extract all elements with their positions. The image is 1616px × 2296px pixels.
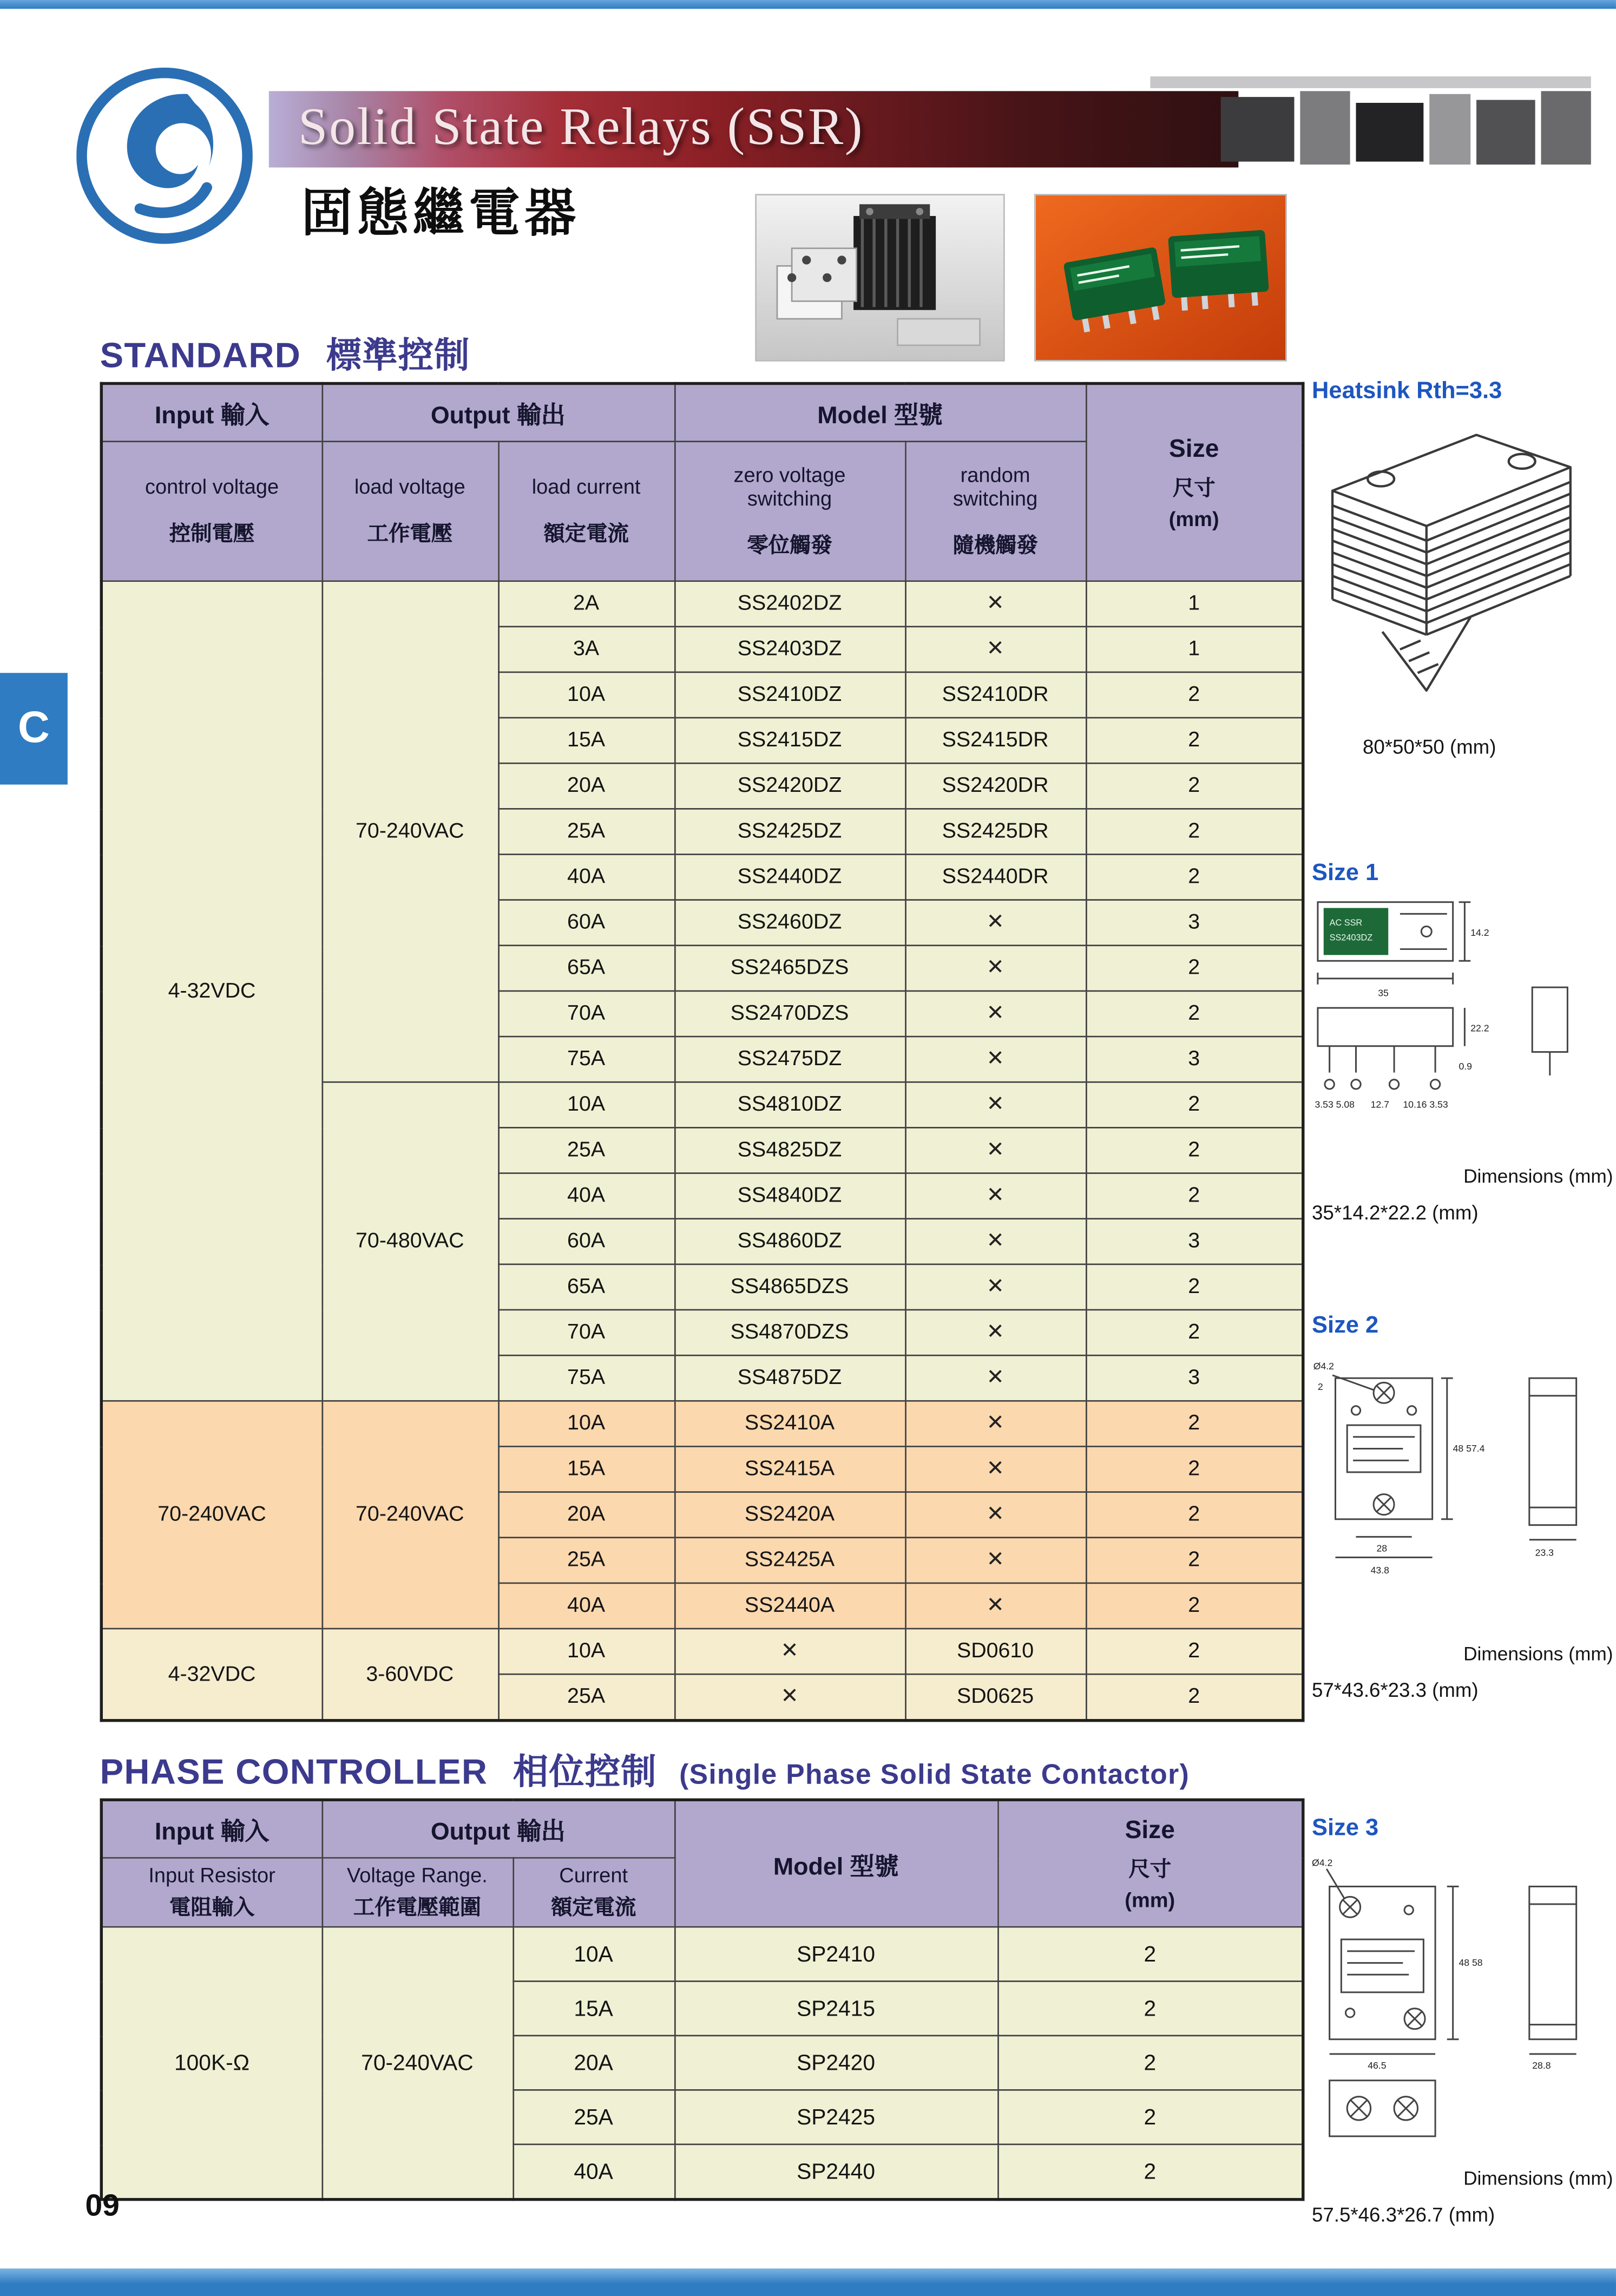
dim-label: 0.9 — [1459, 1061, 1473, 1072]
cell-load-current: 65A — [498, 1264, 674, 1310]
col-header-current: Current 額定電流 — [513, 1858, 674, 1927]
cell-zero-switching: SS4825DZ — [674, 1127, 905, 1173]
cell-random-switching: ✕ — [905, 581, 1086, 627]
size3-drawing — [1312, 1848, 1613, 2157]
cell-load-current: 25A — [498, 809, 674, 854]
cell-random-switching: ✕ — [905, 1264, 1086, 1310]
main-content — [100, 326, 1305, 2201]
cell-size: 3 — [1086, 900, 1303, 946]
cell-zero-switching: SS2465DZS — [674, 946, 905, 991]
cell-random-switching: SS2415DR — [905, 718, 1086, 763]
cell-load-current: 20A — [498, 1492, 674, 1538]
cell-load-current: 10A — [498, 1629, 674, 1674]
cell-size: 2 — [1086, 1173, 1303, 1219]
cell-random-switching: ✕ — [905, 946, 1086, 991]
dim-label: 23.3 — [1535, 1547, 1554, 1558]
cell-zero-switching: SS2440A — [674, 1583, 905, 1629]
cell-zero-switching: SS4870DZS — [674, 1310, 905, 1355]
phase-table-header — [101, 1800, 1303, 1927]
dim-label: 12.7 — [1370, 1099, 1389, 1110]
col-header-size: Size 尺寸 (mm) — [1086, 383, 1303, 581]
title-banner — [269, 91, 1591, 167]
phase-heading-note: (Single Phase Solid State Contactor) — [679, 1760, 1190, 1791]
size1-dimensions: 35*14.2*22.2 (mm) — [1312, 1202, 1479, 1224]
col-header-output: Output 輸出 — [321, 1800, 674, 1858]
cell-size: 1 — [1086, 581, 1303, 627]
cell-size: 2 — [997, 2036, 1303, 2090]
cell-random-switching: ✕ — [905, 900, 1086, 946]
cell-load-current: 10A — [498, 1401, 674, 1446]
cell-load-current: 75A — [498, 1037, 674, 1082]
size2-drawing — [1312, 1346, 1613, 1632]
cell-load-current: 75A — [498, 1355, 674, 1401]
cell-random-switching: ✕ — [905, 1037, 1086, 1082]
dim-label: 14.2 — [1470, 927, 1489, 939]
cell-load-current: 15A — [498, 1446, 674, 1492]
cell-size: 2 — [1086, 809, 1303, 854]
size3-title: Size 3 — [1312, 1816, 1379, 1841]
cell-random-switching: ✕ — [905, 1355, 1086, 1401]
relay-label: AC SSR — [1329, 918, 1363, 928]
cell-load-current: 25A — [498, 1127, 674, 1173]
heatsink-title: Heatsink Rth=3.3 — [1312, 379, 1502, 404]
cell-load-current: 2A — [498, 581, 674, 627]
dim-label: Ø4.2 — [1313, 1360, 1334, 1372]
dim-label: Ø4.2 — [1312, 1857, 1333, 1868]
standard-heading — [100, 326, 1305, 376]
cell-control-voltage: 70-240VAC — [101, 1401, 321, 1629]
cell-current: 10A — [513, 1927, 674, 1981]
cell-size: 1 — [1086, 627, 1303, 672]
size3-dims-note: Dimensions (mm) — [1463, 2167, 1613, 2189]
cell-size: 2 — [1086, 1401, 1303, 1446]
col-header-input: Input 輸入 — [101, 1800, 321, 1858]
cell-random-switching: ✕ — [905, 1538, 1086, 1583]
cell-random-switching: ✕ — [905, 1583, 1086, 1629]
col-header-input-resistor: Input Resistor 電阻輸入 — [101, 1858, 321, 1927]
cell-zero-switching: SS2410DZ — [674, 672, 905, 718]
cell-zero-switching: SS2440DZ — [674, 854, 905, 900]
cell-random-switching: ✕ — [905, 627, 1086, 672]
cell-size: 2 — [1086, 1674, 1303, 1721]
col-header-control-voltage: control voltage 控制電壓 — [101, 442, 321, 581]
standard-table-header — [101, 383, 1303, 581]
cell-random-switching: ✕ — [905, 1401, 1086, 1446]
cell-size: 2 — [1086, 854, 1303, 900]
cell-load-current: 15A — [498, 718, 674, 763]
dimension-sidebar — [1312, 379, 1613, 2289]
standard-heading-zh: 標準控制 — [326, 336, 470, 376]
size1-block — [1312, 861, 1613, 1224]
cell-size: 2 — [1086, 1446, 1303, 1492]
col-header-load-voltage: load voltage 工作電壓 — [321, 442, 498, 581]
phase-heading-en: PHASE CONTROLLER — [100, 1753, 488, 1793]
cell-load-current: 40A — [498, 1583, 674, 1629]
cell-random-switching: ✕ — [905, 1219, 1086, 1264]
cell-zero-switching: SS2420DZ — [674, 763, 905, 809]
cell-load-voltage: 3-60VDC — [321, 1629, 498, 1721]
cell-zero-switching: SS2410A — [674, 1401, 905, 1446]
cell-size: 2 — [997, 1982, 1303, 2036]
cell-zero-switching: SS4810DZ — [674, 1082, 905, 1127]
dim-label: 10.16 3.53 — [1403, 1099, 1448, 1110]
cell-random-switching: SS2410DR — [905, 672, 1086, 718]
phase-table-row — [101, 1927, 1303, 1981]
cell-zero-switching: SS2460DZ — [674, 900, 905, 946]
cell-model: SP2420 — [674, 2036, 997, 2090]
cell-load-current: 70A — [498, 1310, 674, 1355]
cell-load-current: 70A — [498, 991, 674, 1037]
cell-load-current: 25A — [498, 1538, 674, 1583]
cell-zero-switching: SS2403DZ — [674, 627, 905, 672]
cell-control-voltage: 4-32VDC — [101, 1629, 321, 1721]
phase-heading-zh: 相位控制 — [513, 1753, 657, 1793]
cell-current: 25A — [513, 2090, 674, 2144]
cell-size: 2 — [1086, 1264, 1303, 1310]
cell-current: 20A — [513, 2036, 674, 2090]
relay-label: SS2403DZ — [1329, 933, 1373, 943]
cell-size: 2 — [1086, 1629, 1303, 1674]
page-title: Solid State Relays (SSR) — [298, 97, 864, 156]
phase-table — [100, 1799, 1305, 2201]
banner-decoration-strip — [1150, 76, 1591, 88]
cell-random-switching: ✕ — [905, 1082, 1086, 1127]
cell-model: SP2440 — [674, 2144, 997, 2200]
cell-size: 2 — [1086, 763, 1303, 809]
cell-size: 2 — [1086, 1538, 1303, 1583]
cell-size: 2 — [1086, 1082, 1303, 1127]
cell-random-switching: SS2425DR — [905, 809, 1086, 854]
heatsink-drawing — [1312, 411, 1584, 705]
company-logo-icon — [76, 68, 253, 244]
standard-table-row — [101, 581, 1303, 627]
cell-load-voltage: 70-480VAC — [321, 1082, 498, 1401]
cell-zero-switching: SS2420A — [674, 1492, 905, 1538]
cell-size: 2 — [1086, 718, 1303, 763]
cell-random-switching: SS2420DR — [905, 763, 1086, 809]
cell-random-switching: ✕ — [905, 1173, 1086, 1219]
dim-label: 22.2 — [1470, 1022, 1489, 1034]
phase-table-body — [101, 1927, 1303, 2200]
cell-random-switching: ✕ — [905, 1446, 1086, 1492]
col-header-random-switching: random switching 隨機觸發 — [905, 442, 1086, 581]
top-rule — [0, 0, 1616, 9]
cell-zero-switching: ✕ — [674, 1674, 905, 1721]
standard-table-row — [101, 1629, 1303, 1674]
cell-load-current: 60A — [498, 900, 674, 946]
cell-size: 2 — [1086, 1127, 1303, 1173]
col-header-model: Model 型號 — [674, 1800, 997, 1927]
col-header-model: Model 型號 — [674, 383, 1086, 441]
cell-size: 2 — [1086, 991, 1303, 1037]
standard-table-body — [101, 581, 1303, 1721]
col-header-load-current: load current 額定電流 — [498, 442, 674, 581]
cell-random-switching: SD0610 — [905, 1629, 1086, 1674]
phase-heading — [100, 1742, 1305, 1793]
standard-heading-en: STANDARD — [100, 336, 301, 376]
cell-zero-switching: SS4860DZ — [674, 1219, 905, 1264]
cell-load-current: 10A — [498, 1082, 674, 1127]
cell-model: SP2415 — [674, 1982, 997, 2036]
size2-dims-note: Dimensions (mm) — [1463, 1642, 1613, 1665]
cell-size: 3 — [1086, 1037, 1303, 1082]
page-number: 09 — [85, 2189, 120, 2223]
dim-label: 43.8 — [1370, 1565, 1389, 1576]
standard-table-row — [101, 1401, 1303, 1446]
heatsink-block — [1312, 379, 1613, 758]
col-header-output: Output 輸出 — [321, 383, 674, 441]
cell-load-current: 3A — [498, 627, 674, 672]
size1-drawing — [1312, 893, 1606, 1154]
col-header-size: Size 尺寸 (mm) — [997, 1800, 1303, 1927]
cell-size: 2 — [1086, 1492, 1303, 1538]
dim-label: 48 57.4 — [1453, 1442, 1485, 1454]
cell-size: 3 — [1086, 1219, 1303, 1264]
cell-model: SP2425 — [674, 2090, 997, 2144]
cell-current: 40A — [513, 2144, 674, 2200]
cell-control-voltage: 4-32VDC — [101, 581, 321, 1401]
banner-decoration — [1221, 91, 1591, 167]
dim-label: 28 — [1376, 1543, 1388, 1554]
dim-label: 28.8 — [1532, 2060, 1551, 2071]
size2-dimensions: 57*43.6*23.3 (mm) — [1312, 1679, 1479, 1702]
cell-size: 2 — [1086, 1310, 1303, 1355]
cell-input-resistor: 100K-Ω — [101, 1927, 321, 2200]
cell-load-current: 65A — [498, 946, 674, 991]
cell-model: SP2410 — [674, 1927, 997, 1981]
cell-size: 3 — [1086, 1355, 1303, 1401]
cell-zero-switching: SS2415A — [674, 1446, 905, 1492]
bottom-rule — [0, 2268, 1616, 2296]
cell-load-current: 25A — [498, 1674, 674, 1721]
col-header-input: Input 輸入 — [101, 383, 321, 441]
size2-block — [1312, 1314, 1613, 1702]
cell-random-switching: SS2440DR — [905, 854, 1086, 900]
cell-zero-switching: SS4875DZ — [674, 1355, 905, 1401]
cell-zero-switching: SS2402DZ — [674, 581, 905, 627]
dim-label: 35 — [1378, 987, 1389, 999]
cell-random-switching: ✕ — [905, 1310, 1086, 1355]
cell-zero-switching: SS4840DZ — [674, 1173, 905, 1219]
cell-load-current: 10A — [498, 672, 674, 718]
size3-dimensions: 57.5*46.3*26.7 (mm) — [1312, 2203, 1495, 2226]
cell-zero-switching: ✕ — [674, 1629, 905, 1674]
cell-size: 2 — [1086, 946, 1303, 991]
cell-zero-switching: SS4865DZS — [674, 1264, 905, 1310]
dim-label: 3.53 5.08 — [1315, 1099, 1355, 1110]
cell-voltage-range: 70-240VAC — [321, 1927, 513, 2200]
cell-load-voltage: 70-240VAC — [321, 581, 498, 1083]
cell-zero-switching: SS2470DZS — [674, 991, 905, 1037]
standard-table — [100, 382, 1305, 1722]
cell-zero-switching: SS2415DZ — [674, 718, 905, 763]
cell-load-current: 20A — [498, 763, 674, 809]
cell-load-voltage: 70-240VAC — [321, 1401, 498, 1629]
cell-load-current: 40A — [498, 1173, 674, 1219]
dim-label: 48 58 — [1459, 1957, 1483, 1969]
cell-random-switching: ✕ — [905, 1492, 1086, 1538]
dim-label: 2 — [1317, 1381, 1323, 1392]
cell-size: 2 — [1086, 1583, 1303, 1629]
size3-block — [1312, 1816, 1613, 2226]
size1-dims-note: Dimensions (mm) — [1463, 1165, 1613, 1188]
cell-zero-switching: SS2425A — [674, 1538, 905, 1583]
cell-load-current: 60A — [498, 1219, 674, 1264]
heatsink-dimensions: 80*50*50 (mm) — [1362, 736, 1496, 758]
cell-current: 15A — [513, 1982, 674, 2036]
dim-label: 46.5 — [1368, 2060, 1387, 2071]
cell-random-switching: SD0625 — [905, 1674, 1086, 1721]
cell-zero-switching: SS2425DZ — [674, 809, 905, 854]
cell-size: 2 — [997, 2090, 1303, 2144]
cell-zero-switching: SS2475DZ — [674, 1037, 905, 1082]
cell-random-switching: ✕ — [905, 1127, 1086, 1173]
size2-title: Size 2 — [1312, 1313, 1379, 1339]
col-header-zero-switching: zero voltage switching 零位觸發 — [674, 442, 905, 581]
page-title-zh: 固態繼電器 — [301, 185, 581, 242]
col-header-voltage-range: Voltage Range. 工作電壓範圍 — [321, 1858, 513, 1927]
cell-size: 2 — [1086, 672, 1303, 718]
section-tab: C — [0, 673, 68, 784]
cell-size: 2 — [997, 1927, 1303, 1981]
cell-random-switching: ✕ — [905, 991, 1086, 1037]
cell-load-current: 40A — [498, 854, 674, 900]
size1-title: Size 1 — [1312, 861, 1379, 886]
cell-size: 2 — [997, 2144, 1303, 2200]
